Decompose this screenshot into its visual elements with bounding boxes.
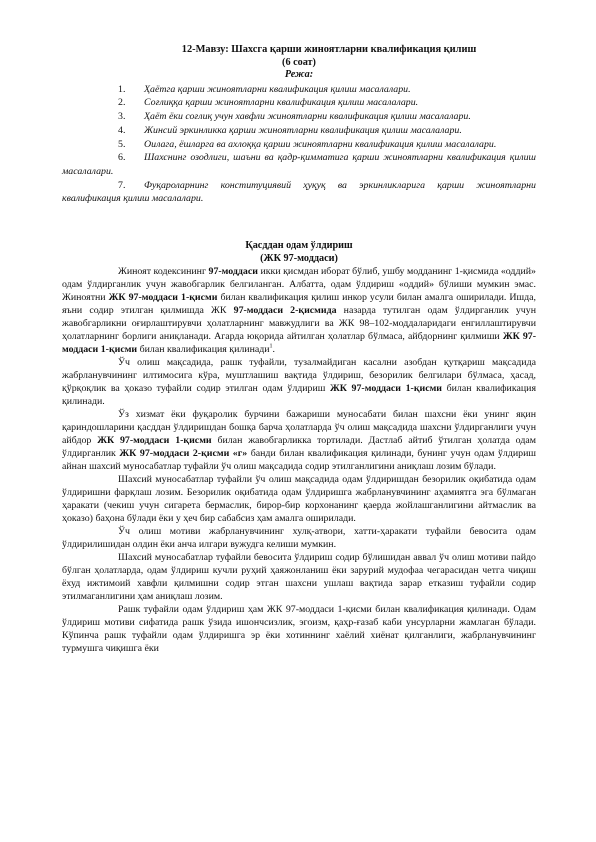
- paragraph: Шахсий муносабатлар туфайли бевосита ўлдириш содир бўлишидан аввал ўч олиш мотиви пайдо бўлган ҳолатларда, одам ўлдириш кучли руҳий ҳаяжонланиш ёки зарурий мудофаа чегарасидан четга чиқиш ёхуд ижтимоий хавфли қилмишни содир этган шахсни ушлаш вақтида зарар етказиш туфайли содир этилмаганлигини ҳам аниқлаш лозим.: [62, 552, 536, 603]
- hours-label: (6 соат): [282, 56, 316, 68]
- paragraph: Рашк туфайли одам ўлдириш ҳам ЖК 97-моддаси 1-қисми билан квалификация қилинади. Одам ўлдириш мотиви сифатида рашк ўзида ишончсизлик, эгоизм, қаҳр-ғазаб каби унсурларни жамлаган бўлади. Кўпинча рашк туфайли одам ўлдиришга эр ёки хотиннинг хаёлий хиёнат қилганлиги, жабрланувчининг турмушга чиқишга ёки: [62, 604, 536, 655]
- topic-title: 12-Мавзу: Шахсга қарши жиноятларни квалификация қилиш: [181, 44, 477, 55]
- document-page: [62, 44, 536, 655]
- section-title: Қасддан одам ўлдириш: [245, 240, 353, 252]
- paragraph: Ўз хизмат ёки фуқаролик бурчини бажариши муносабати билан шахсни ёки унинг яқин қариндошларини қасддан ўлдиришдан бошқа барча ҳолатларда ўч олиш мақсадида шахсни ўлдирганлиги учун айбдор ЖК 97-моддаси 1-қисми билан жавобгарликка тортилади. Дастлаб айтиб ўтилган ҳолатда одам ўлдирганлик ЖК 97-моддаси 2-қисми «г» банди билан квалификация қилинади, бунинг учун одам ўлдириш айнан шахсий муносабатлар туфайли ўч олиш мақсадида содир этилганлигини аниқлаш лозим бўлади.: [62, 409, 536, 473]
- plan-item: 2. Соғлиққа қарши жиноятларни квалификация қилиш масалалари.: [118, 97, 419, 109]
- section-subtitle: (ЖК 97-моддаси): [260, 252, 338, 264]
- paragraph: Ўч олиш мақсадида, рашк туфайли, тузалмайдиган касални азобдан қутқариш мақсадида жабрланувчининг илтимосига кўра, муштлашиш вақтида ўлдириш, безорилик белгилари бўлмаса, ҳасад, қўрқоқлик ва ҳоказо туфайли содир этилган одам ўлдириш ЖК 97-моддаси 1-қисми билан квалификация қилинади.: [62, 357, 536, 408]
- plan-item: 5. Оилага, ёшларга ва ахлоққа қарши жиноятларни квалификация қилиш масалалари.: [118, 138, 497, 150]
- paragraph: Ўч олиш мотиви жабрланувчининг хулқ-атвори, хатти-ҳаракати туфайли бевосита одам ўлдирилишидан олдин ёки анча илгари вужудга келиши мумкин.: [62, 526, 536, 551]
- paragraph: Шахсий муносабатлар туфайли ўч олиш мақсадида одам ўлдиришдан безорилик оқибатида одам ўлдиришни фарқлаш лозим. Безорилик оқибатида одам ўлдиришга жабрланувчининг аҳамиятга эга бўлмаган ҳаракати (чекиш учун сигарета бермаслик, бирор-бир корхонанинг қаерда жойлашганлигини айтмаслик ва ҳоказо) баҳона бўлади ёки у ҳеч бир сабабсиз ҳам амалга оширилади.: [62, 474, 536, 525]
- plan-item: 6. Шахснинг озодлиги, шаъни ва қадр-қимматига қарши жиноятларни квалификация қилиш масалалари.: [62, 152, 536, 177]
- plan-item: 7. Фуқароларнинг конституциявий ҳуқуқ ва эркинликларига қарши жиноятларни квалификация қилиш масалалари.: [62, 179, 536, 205]
- plan-list: [62, 83, 536, 206]
- plan-item: 4. Жинсий эркинликка қарши жиноятларни квалификация қилиш масалалари.: [118, 124, 462, 136]
- plan-item: 1. Ҳаётга қарши жиноятларни квалификация қилиш масалалари.: [118, 83, 411, 95]
- paragraph: Жиноят кодексининг 97-моддаси икки қисмдан иборат бўлиб, ушбу модданинг 1-қисмида «оддий» одам ўлдирганлик учун жавобгарлик белгиланган. Албатта, одам ўлдириш «оддий» бўлиши мумкин эмас. Жиноятни ЖК 97-моддаси 1-қисми билан квалификация қилиш инкор усули билан амалга оширилади. Ишда, яъни содир этилган қилмишда ЖК 97-моддаси 2-қисмида назарда тутилган одам ўлдирганлик учун жавобгарликни оғирлаштирувчи ҳолатларнинг мавжудлиги ва ЖК 98–102-моддаларидаги енгиллаштирувчи ҳолатларнинг борлиги аниқланади. Агарда юқорида айтилган ҳолатлар бўлмаса, айбдорнинг қилмиши ЖК 97-моддаси 1-қисми билан квалификация қилинади$^1$.: [62, 266, 536, 356]
- footnote-ref: 1: [269, 344, 273, 350]
- plan-item: 3. Ҳаёт ёки соғлиқ учун хавфли жиноятларни квалификация қилиш масалалари.: [118, 111, 471, 123]
- plan-label: Режа:: [284, 69, 314, 81]
